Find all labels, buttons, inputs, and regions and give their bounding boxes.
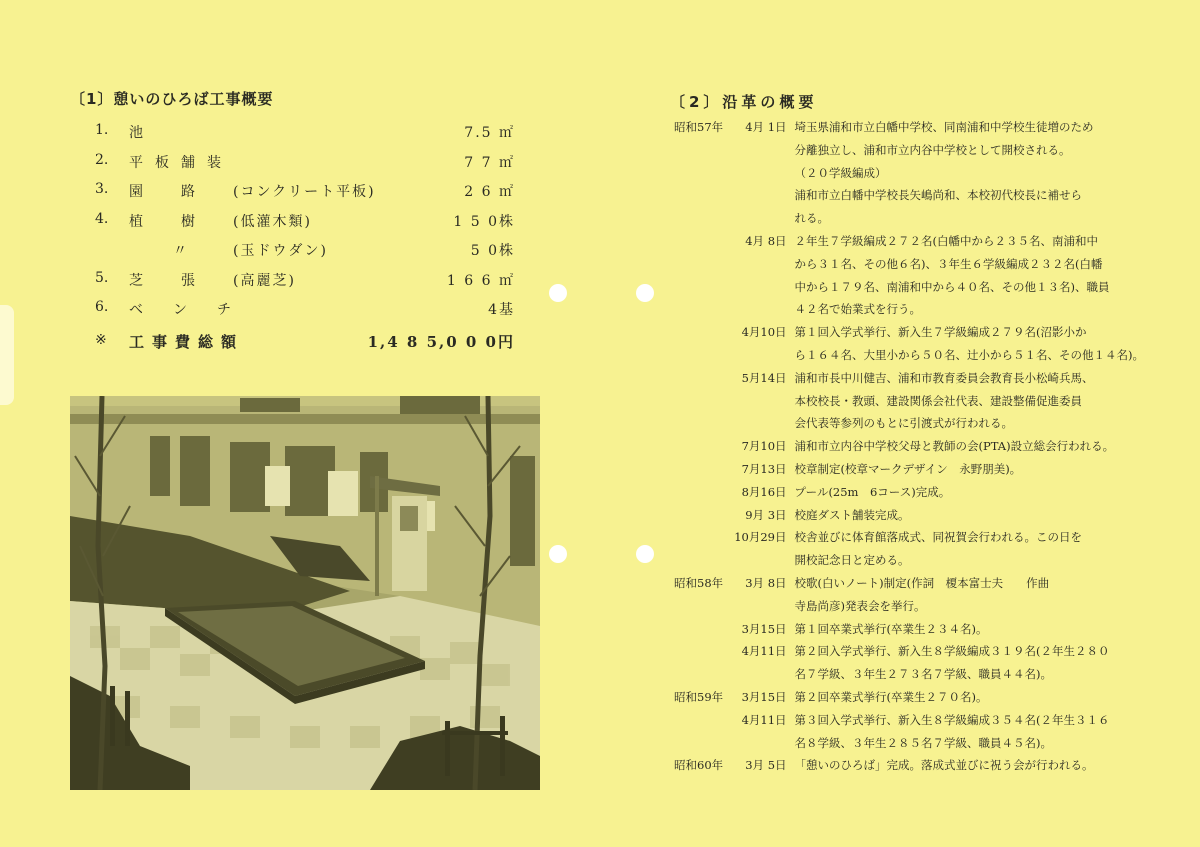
history-line: 第１回入学式挙行、新入生７学級編成２７９名(沼影小か [794,325,1087,340]
history-line: 名７学級、３年生２７３名７学級、職員４４名)。 [794,667,1052,682]
history-entry [674,435,1144,458]
spec-quantity: 2 6 ㎡ [464,184,515,200]
history-entry [674,686,1144,709]
history-date [674,435,795,458]
history-date [674,116,795,230]
history-entry [674,367,1144,435]
history-month-day: 7月13日 [741,461,787,476]
spec-total-row [95,325,515,359]
history-description [795,230,1144,321]
history-entry [674,321,1144,367]
history-line: 寺島尚彦)発表会を挙行。 [794,598,926,613]
spec-number: 5. [95,269,109,286]
history-description [795,618,1144,641]
history-month-day: 4月10日 [741,325,787,340]
history-month-day: 4月 8日 [745,233,787,248]
history-entry [674,709,1144,755]
history-line: 校舎並びに体育館落成式、同祝賀会行われる。この日を [794,530,1083,545]
spec-quantity: 1 6 6 ㎡ [446,272,515,289]
construction-spec-list [95,118,515,359]
history-description [795,504,1144,527]
history-line: 第２回卒業式挙行(卒業生２７０名)。 [794,689,988,704]
history-description [795,116,1144,230]
history-line: 「憩いのひろば」完成。落成式並びに祝う会が行われる。 [794,758,1094,773]
binder-hole [636,284,654,302]
history-month-day: 3月 8日 [745,575,787,590]
history-description [795,526,1144,572]
history-month-day: 4月 1日 [745,120,787,134]
spec-row [95,177,515,207]
history-month-day: 7月10日 [741,439,787,454]
section1-heading: 〔1〕憩いのひろば工事概要 [70,90,274,108]
section2-heading: 〔2〕沿革の概要 [670,93,818,111]
history-date [674,230,795,321]
history-entry [674,504,1144,527]
history-line: プール(25m 6コース)完成。 [794,484,951,499]
history-entry [674,116,1144,230]
history-era: 昭和60年 [674,758,724,773]
history-month-day: 3月15日 [741,621,787,636]
history-date [674,686,795,709]
spec-name: 池 [129,125,155,141]
history-entry [674,526,1144,572]
spec-row [95,207,515,237]
history-month-day: 10月29日 [734,530,787,545]
history-description [795,481,1144,504]
spec-number: 2. [95,151,109,168]
history-line: ら１６４名、大里小から５０名、辻小から５１名、その他１４名)。 [794,347,1144,362]
history-entry [674,618,1144,641]
binder-hole [549,284,567,302]
page-edge-tab [0,305,14,405]
spec-name: ベンチ [129,302,261,318]
history-era: 昭和58年 [674,575,724,590]
spec-detail: (高麗芝) [233,272,296,289]
spec-number: 1. [95,122,109,138]
history-date [674,321,795,367]
spec-quantity: 4基 [488,302,515,318]
history-line: から３１名、その他６名)、３年生６学級編成２３２名(白幡 [794,256,1103,271]
history-date [674,458,795,481]
history-line: れる。 [794,211,830,226]
history-date [674,618,795,641]
history-line: 第３回入学式挙行、新入生８学級編成３５４名(２年生３１６ [794,712,1110,727]
history-description [795,640,1144,686]
history-line: 浦和市立内谷中学校父母と教師の会(PTA)設立総会行われる。 [794,439,1115,454]
history-description [795,572,1144,618]
history-line: 分離独立し、浦和市立内谷中学校として開校される。 [794,142,1071,157]
history-month-day: 4月11日 [741,644,787,659]
history-line: 校庭ダスト舗装完成。 [794,507,910,522]
history-era: 昭和59年 [674,689,724,704]
history-month-day: 8月16日 [741,484,787,499]
spec-number: 4. [95,210,109,227]
history-line: （２０学級編成） [794,165,887,180]
history-month-day: 9月 3日 [745,507,787,522]
spec-name: 園 路 [129,184,207,200]
asterisk-mark: ※ [95,331,107,348]
history-entry [674,572,1144,618]
spec-row [95,236,515,266]
total-cost-value: 1,4 8 5,0 0 0円 [367,332,515,351]
history-entry [674,230,1144,321]
history-date [674,572,795,618]
history-line: 会代表等参列のもとに引渡式が行われる。 [794,416,1014,431]
spec-number: 3. [95,181,109,197]
history-description [795,754,1144,777]
history-line: 中から１７９名、南浦和中から４０名、その他１３名)、職員 [794,279,1110,294]
spec-name: 植 樹 [129,213,207,230]
history-table [674,116,1144,777]
history-month-day: 5月14日 [741,370,787,385]
history-era: 昭和57年 [674,120,724,134]
binder-hole [636,545,654,563]
spec-quantity: 5 0株 [470,243,515,259]
spec-detail: (低灌木類) [233,213,312,230]
history-entry [674,458,1144,481]
history-line: 第２回入学式挙行、新入生８学級編成３１９名(２年生２８０ [794,644,1110,659]
history-description [795,321,1144,367]
spec-name: 芝 張 [129,272,207,289]
spec-row [95,295,515,325]
spec-row [95,266,515,296]
spec-quantity: 7 7 ㎡ [464,154,515,171]
spec-row [95,148,515,178]
history-date [674,504,795,527]
history-date [674,754,795,777]
history-date [674,640,795,686]
history-entry [674,481,1144,504]
history-date [674,481,795,504]
history-line: ４２名で始業式を行う。 [794,302,922,317]
spec-row [95,118,515,148]
spec-quantity: 1 5 0株 [453,213,515,230]
history-description [795,367,1144,435]
history-date [674,367,795,435]
history-line: 校歌(白いノート)制定(作詞 榎本富士夫 作曲 [794,575,1050,590]
history-date [674,526,795,572]
binder-hole [549,545,567,563]
history-description [795,458,1144,481]
total-cost-label: 工事費総額 [129,332,245,351]
history-line: 埼玉県浦和市立白幡中学校、同南浦和中学校生徒増のため [794,120,1094,134]
history-date [674,709,795,755]
history-line: 名８学級、３年生２８５名７学級、職員４５名)。 [794,735,1052,750]
history-line: 第１回卒業式挙行(卒業生２３４名)。 [794,621,988,636]
spec-detail: (コンクリート平板) [233,184,376,200]
history-line: 浦和市立白幡中学校長矢嶋尚和、本校初代校長に補せら [794,188,1083,203]
history-description [795,435,1144,458]
history-line: 本校校長・教頭、建設関係会社代表、建設整備促進委員 [794,393,1083,408]
history-description [795,686,1144,709]
history-month-day: 3月15日 [741,689,787,704]
spec-quantity: 7.5 ㎡ [464,125,515,141]
history-line: 校章制定(校章マークデザイン 永野朋美)。 [794,461,1022,476]
spec-name: 〃 [173,243,199,259]
history-line: 開校記念日と定める。 [794,553,910,568]
history-line: 浦和市長中川健吉、浦和市教育委員会教育長小松崎兵馬、 [794,370,1094,385]
spec-name: 平板舗装 [129,154,233,171]
history-entry [674,754,1144,777]
spec-detail: (玉ドウダン) [233,243,328,259]
spec-number: 6. [95,299,109,315]
history-description [795,709,1144,755]
history-month-day: 4月11日 [741,712,787,727]
history-line: ２年生７学級編成２７２名(白幡中から２３５名、南浦和中 [794,233,1098,248]
history-month-day: 3月 5日 [745,758,787,773]
history-entry [674,640,1144,686]
courtyard-photo [70,396,540,790]
